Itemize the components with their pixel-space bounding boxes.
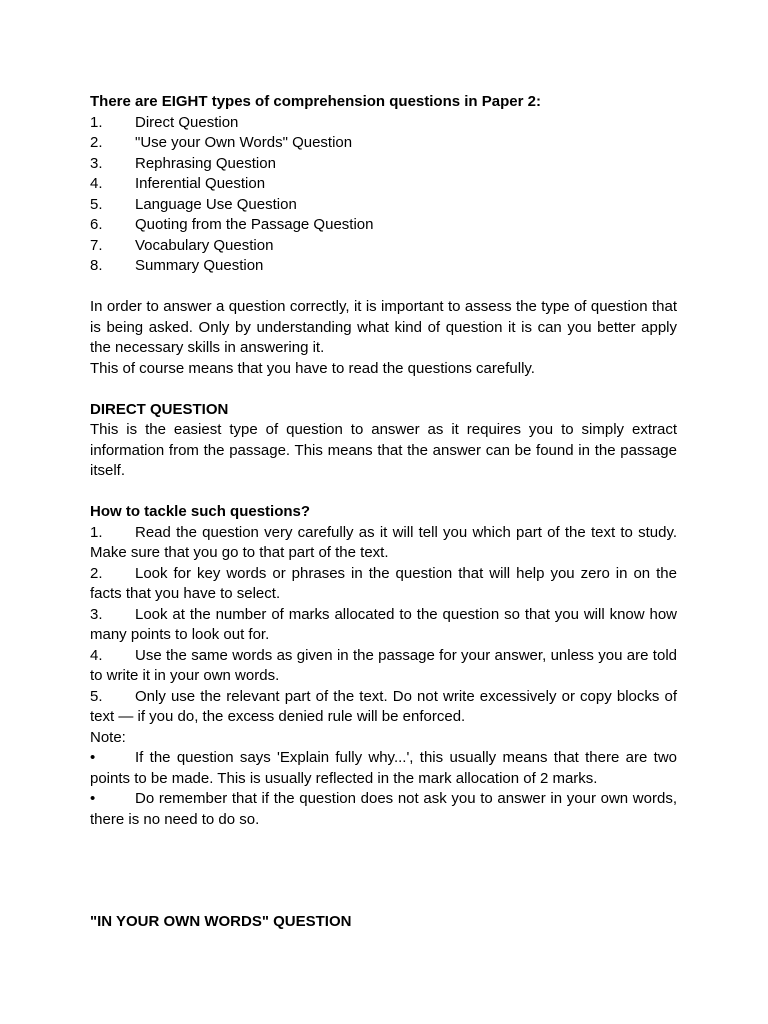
list-number: 2. (90, 134, 103, 151)
list-number: 1. (90, 523, 103, 541)
document-page (90, 92, 677, 933)
spacer (90, 830, 677, 912)
question-types-list (90, 113, 677, 277)
list-item (90, 133, 677, 154)
list-item (90, 748, 677, 789)
list-number: 1. (90, 113, 103, 131)
list-label: Summary Question (135, 257, 264, 274)
list-item (90, 646, 677, 687)
tackle-steps-list (90, 523, 677, 728)
list-number: 5. (90, 687, 103, 705)
list-text: Do remember that if the question does not ask you to answer in your own words, there is no need to do so. (90, 790, 677, 828)
list-label: Quoting from the Passage Question (135, 216, 374, 233)
list-number: 3. (90, 605, 103, 623)
list-text: Look for key words or phrases in the question that will help you zero in on the facts that you have to select. (90, 564, 677, 602)
direct-question-paragraph: This is the easiest type of question to answer as it requires you to simply extract information from the passage. This means that the answer can be found in the passage itself. (90, 421, 677, 479)
list-item (90, 789, 677, 830)
list-label: Vocabulary Question (135, 236, 274, 254)
list-item (90, 215, 677, 236)
intro-paragraph: In order to answer a question correctly, it is important to assess the type of question that is being asked. Only by understanding what kind of question it is can you better apply the necessary skills in answering it. (90, 298, 677, 356)
list-label: "Use your Own Words" Question (135, 134, 353, 151)
list-number: 3. (90, 154, 103, 172)
note-label: Note: (90, 728, 126, 746)
bullet-icon: • (90, 749, 96, 766)
list-item (90, 236, 677, 257)
list-item (90, 195, 677, 216)
list-item (90, 687, 677, 728)
list-text: If the question says 'Explain fully why...', this usually means that there are two points to be made. This is usually reflected in the mark allocation of 2 marks. (90, 749, 677, 787)
list-label: Language Use Question (135, 195, 297, 213)
list-item (90, 523, 677, 564)
list-text: Only use the relevant part of the text. Do not write excessively or copy blocks of text — if you do, the excess denied rule will be enforced. (90, 687, 677, 725)
list-label: Inferential Question (135, 175, 266, 192)
intro-paragraph-2: This of course means that you have to read the questions carefully. (90, 359, 535, 377)
list-number: 5. (90, 195, 103, 213)
spacer (90, 277, 677, 298)
list-text: Read the question very carefully as it will tell you which part of the text to study. Make sure that you go to that part of the text. (90, 523, 677, 561)
list-number: 7. (90, 236, 103, 254)
list-text: Use the same words as given in the passage for your answer, unless you are told to write it in your own words. (90, 646, 677, 684)
spacer (90, 482, 677, 503)
intro-heading: There are EIGHT types of comprehension questions in Paper 2: (90, 93, 541, 110)
list-number: 2. (90, 564, 103, 582)
list-label: Direct Question (135, 113, 239, 131)
list-number: 4. (90, 175, 103, 192)
list-text: Look at the number of marks allocated to the question so that you will know how many points to look out for. (90, 605, 677, 643)
list-number: 6. (90, 216, 103, 233)
list-label: Rephrasing Question (135, 154, 276, 172)
list-item (90, 256, 677, 277)
list-number: 8. (90, 257, 103, 274)
list-number: 4. (90, 646, 103, 664)
notes-list (90, 748, 677, 830)
list-item (90, 605, 677, 646)
list-item (90, 113, 677, 134)
spacer (90, 379, 677, 400)
list-item (90, 564, 677, 605)
list-item (90, 154, 677, 175)
direct-question-heading: DIRECT QUESTION (90, 400, 229, 418)
tackle-heading: How to tackle such questions? (90, 503, 311, 520)
list-item (90, 174, 677, 195)
bullet-icon: • (90, 790, 96, 807)
own-words-heading: "IN YOUR OWN WORDS" QUESTION (90, 913, 352, 930)
